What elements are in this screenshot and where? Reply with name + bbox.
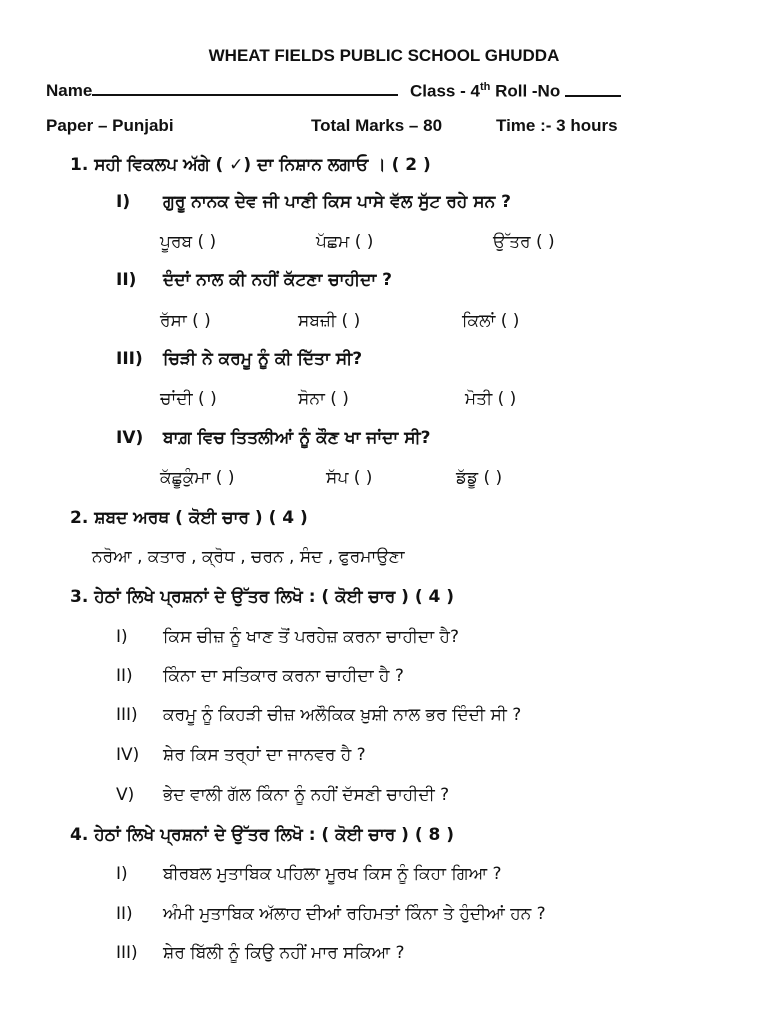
q1-option: ਉੱਤਰ ( ) (493, 232, 555, 252)
q1-item-question: ਚਿੜੀ ਨੇ ਕਰਮੂ ਨੂੰ ਕੀ ਦਿੱਤਾ ਸੀ? (163, 349, 363, 369)
q3-item-question: ਕਿੰਨਾ ਦਾ ਸਤਿਕਾਰ ਕਰਨਾ ਚਾਹੀਦਾ ਹੈ ? (163, 666, 404, 686)
q1-option: ਸੱਪ ( ) (326, 468, 373, 488)
q2-heading: 2. ਸ਼ਬਦ ਅਰਥ ( ਕੋਈ ਚਾਰ ) ( 4 ) (70, 508, 308, 528)
q3-item-number: I) (116, 627, 128, 647)
q3-item-question: ਕਰਮੂ ਨੂੰ ਕਿਹੜੀ ਚੀਜ਼ ਅਲੌਕਿਕ ਖ਼ੁਸ਼ੀ ਨਾਲ ਭਰ ਦਿੰਦੀ ਸੀ ? (163, 705, 522, 725)
time-label: Time :- 3 hours (496, 116, 618, 135)
roll-label: Roll -No (495, 81, 561, 101)
q1-item-question: ਦੰਦਾਂ ਨਾਲ ਕੀ ਨਹੀਂ ਕੱਟਣਾ ਚਾਹੀਦਾ ? (163, 270, 392, 290)
name-field (46, 81, 398, 101)
q1-option: ਪੱਛਮ ( ) (316, 232, 374, 252)
class-field (410, 81, 621, 102)
roll-blank-line (565, 94, 621, 97)
q3-item-question: ਭੇਦ ਵਾਲੀ ਗੱਲ ਕਿੰਨਾ ਨੂੰ ਨਹੀਂ ਦੱਸਣੀ ਚਾਹੀਦੀ ? (163, 785, 450, 805)
q1-option: ਡੱਡੂ ( ) (456, 468, 503, 488)
class-label: Class - 4 (410, 81, 480, 101)
q4-item-number: I) (116, 864, 128, 884)
q1-option: ਮੋਤੀ ( ) (465, 389, 517, 409)
paper-label: Paper – Punjabi (46, 116, 174, 135)
q1-item-number: I) (116, 192, 131, 212)
name-blank-line (92, 93, 398, 96)
q3-item-number: V) (116, 785, 135, 805)
q1-option: ਪੂਰਬ ( ) (160, 232, 217, 252)
q1-item-question: ਗੁਰੂ ਨਾਨਕ ਦੇਵ ਜੀ ਪਾਣੀ ਕਿਸ ਪਾਸੇ ਵੱਲ ਸੁੱਟ ਰਹੇ ਸਨ ? (163, 192, 511, 212)
q4-item-number: III) (116, 943, 138, 963)
class-superscript: th (479, 81, 491, 93)
q1-option: ਕਿਲਾਂ ( ) (462, 311, 520, 331)
q4-item-number: II) (116, 904, 133, 924)
q1-option: ਸੋਨਾ ( ) (298, 389, 349, 409)
q1-item-number: III) (116, 349, 143, 369)
q3-item-number: II) (116, 666, 133, 686)
q3-item-question: ਕਿਸ ਚੀਜ਼ ਨੂੰ ਖਾਣ ਤੋਂ ਪਰਹੇਜ਼ ਕਰਨਾ ਚਾਹੀਦਾ ਹੈ? (163, 627, 460, 647)
q1-heading: 1. ਸਹੀ ਵਿਕਲਪ ਅੱਗੇ ( ✓) ਦਾ ਨਿਸ਼ਾਨ ਲਗਾਓ । ( 2 ) (70, 155, 431, 175)
q1-option: ਰੱਸਾ ( ) (160, 311, 211, 331)
q3-item-number: III) (116, 705, 138, 725)
school-title: WHEAT FIELDS PUBLIC SCHOOL GHUDDA (208, 46, 560, 65)
q1-option: ਸਬਜ਼ੀ ( ) (298, 311, 361, 331)
total-marks: Total Marks – 80 (311, 116, 443, 135)
q1-option: ਚਾਂਦੀ ( ) (160, 389, 217, 409)
q3-heading: 3. ਹੇਠਾਂ ਲਿਖੇ ਪ੍ਰਸ਼ਨਾਂ ਦੇ ਉੱਤਰ ਲਿਖੋ : ( ਕੋਈ ਚਾਰ ) ( 4 ) (70, 587, 455, 607)
q4-item-question: ਬੀਰਬਲ ਮੁਤਾਬਿਕ ਪਹਿਲਾ ਮੂਰਖ ਕਿਸ ਨੂੰ ਕਿਹਾ ਗਿਆ ? (163, 864, 502, 884)
q1-item-number: IV) (116, 428, 144, 448)
q4-item-question: ਸ਼ੇਰ ਬਿੱਲੀ ਨੂੰ ਕਿਉ ਨਹੀਂ ਮਾਰ ਸਕਿਆ ? (163, 943, 405, 963)
q1-option: ਕੱਛੂਕੁੰਮਾ ( ) (160, 468, 235, 488)
q3-item-number: IV) (116, 745, 140, 765)
q1-item-number: II) (116, 270, 137, 290)
q2-words: ਨਰੋਆ , ਕਤਾਰ , ਕ੍ਰੋਧ , ਚਰਨ , ਸੰਦ , ਫੁਰਮਾਉਣਾ (92, 547, 405, 567)
q4-item-question: ਅੰਮੀ ਮੁਤਾਬਿਕ ਅੱਲਾਹ ਦੀਆਂ ਰਹਿਮਤਾਂ ਕਿੰਨਾ ਤੇ ਹੁੰਦੀਆਂ ਹਨ ? (163, 904, 546, 924)
q4-heading: 4. ਹੇਠਾਂ ਲਿਖੇ ਪ੍ਰਸ਼ਨਾਂ ਦੇ ਉੱਤਰ ਲਿਖੋ : ( ਕੋਈ ਚਾਰ ) ( 8 ) (70, 825, 455, 845)
q1-item-question: ਬਾਗ਼ ਵਿਚ ਤਿਤਲੀਆਂ ਨੂੰ ਕੌਣ ਖਾ ਜਾਂਦਾ ਸੀ? (163, 428, 431, 448)
q3-item-question: ਸ਼ੇਰ ਕਿਸ ਤਰ੍ਹਾਂ ਦਾ ਜਾਨਵਰ ਹੈ ? (163, 745, 366, 765)
name-label: Name (46, 81, 93, 100)
